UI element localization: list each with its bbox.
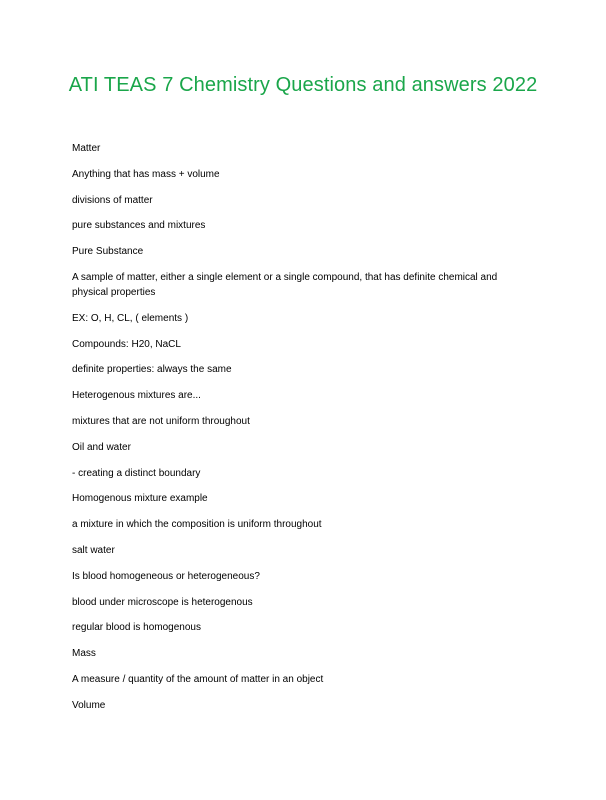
text-line: - creating a distinct boundary [72, 467, 201, 479]
text-line: Homogenous mixture example [72, 493, 208, 505]
text-line: a mixture in which the composition is uniform throughout [72, 519, 322, 531]
text-line: Volume [72, 699, 106, 711]
text-line: Oil and water [72, 441, 131, 453]
text-line: divisions of matter [72, 194, 153, 206]
text-line: Matter [72, 143, 101, 154]
text-line: Anything that has mass + volume [72, 168, 220, 180]
text-line: blood under microscope is heterogenous [72, 596, 253, 608]
text-line: Mass [72, 648, 96, 660]
document-body [72, 141, 532, 724]
text-line: salt water [72, 544, 115, 556]
text-line: Heterogenous mixtures are... [72, 390, 201, 402]
text-line: Compounds: H20, NaCL [72, 338, 181, 350]
document-title: ATI TEAS 7 Chemistry Questions and answers 2022 [68, 74, 538, 96]
text-line: Pure Substance [72, 246, 144, 258]
text-line: definite properties: always the same [72, 364, 232, 376]
text-line: Is blood homogeneous or heterogeneous? [72, 570, 260, 582]
text-line: pure substances and mixtures [72, 220, 206, 232]
text-line: A measure / quantity of the amount of matter in an object [72, 673, 324, 685]
text-line: mixtures that are not uniform throughout [72, 415, 250, 427]
text-line: EX: O, H, CL, ( elements ) [72, 312, 189, 324]
text-line: regular blood is homogenous [72, 622, 201, 634]
text-line: A sample of matter, either a single element or a single compound, that has definite chemical and physical properties [72, 271, 498, 298]
